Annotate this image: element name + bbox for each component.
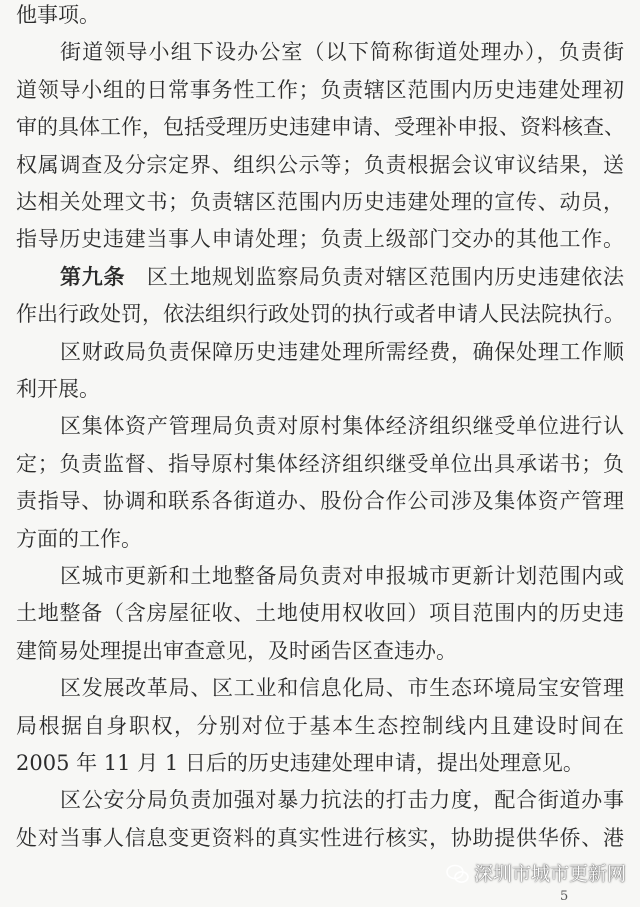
text-line: 定；负责监督、指导原村集体经济组织继受单位出具承诺书；负 [16, 451, 624, 476]
text-line: 达相关处理文书；负责辖区范围内历史违建处理的宣传、动员， [16, 190, 624, 214]
text-line: 区公安分局负责加强对暴力抗法的打击力度，配合街道办事 [60, 788, 624, 813]
text-line: 审的具体工作，包括受理历史违建申请、受理补申报、资料核查、 [16, 115, 625, 140]
text-line: 区发展改革局、区工业和信息化局、市生态环境局宝安管理 [60, 676, 624, 701]
text-line: 2005 年 11 月 1 日后的历史违建处理申请，提出处理意见。 [16, 751, 584, 775]
text-line: 利开展。 [16, 377, 100, 401]
text-line: 区城市更新和土地整备局负责对申报城市更新计划范围内或 [60, 564, 624, 588]
text-line: 区财政局负责保障历史违建处理所需经费，确保处理工作顺 [60, 339, 624, 364]
text-line: 土地整备（含房屋征收、土地使用权收回）项目范围内的历史违 [16, 601, 624, 626]
text-line: 指导历史违建当事人申请处理；负责上级部门交办的其他工作。 [16, 227, 624, 252]
text-line: 道领导小组的日常事务性工作；负责辖区范围内历史违建处理初 [16, 77, 624, 102]
text-line: 作出行政处罚，依法组织行政处罚的执行或者申请人民法院执行。 [16, 302, 625, 327]
line-text: 区土地规划监察局负责对辖区范围内历史违建依法 [146, 264, 625, 289]
text-line: 他事项。 [16, 3, 100, 27]
text-line [60, 262, 624, 292]
wechat-icon [446, 863, 470, 885]
watermark [446, 862, 626, 886]
text-line: 区集体资产管理局负责对原村集体经济组织继受单位进行认 [60, 414, 624, 439]
text-line: 责指导、协调和联系各街道办、股份合作公司涉及集体资产管理 [16, 489, 624, 514]
article-heading: 第九条 [60, 264, 126, 289]
text-line: 方面的工作。 [16, 526, 142, 551]
text-line: 处对当事人信息变更资料的真实性进行核实，协助提供华侨、港 [16, 825, 624, 850]
text-line: 街道领导小组下设办公室（以下简称街道处理办），负责街 [60, 40, 624, 65]
watermark-text: 深圳市城市更新网 [473, 863, 626, 885]
page-number: 5 [560, 889, 569, 904]
text-line: 权属调查及分宗定界、组织公示等；负责根据会议审议结果，送 [16, 152, 624, 177]
text-line: 局根据自身职权，分别对位于基本生态控制线内且建设时间在 [16, 713, 624, 738]
text-line: 建简易处理提出审查意见，及时函告区查违办。 [16, 638, 457, 663]
